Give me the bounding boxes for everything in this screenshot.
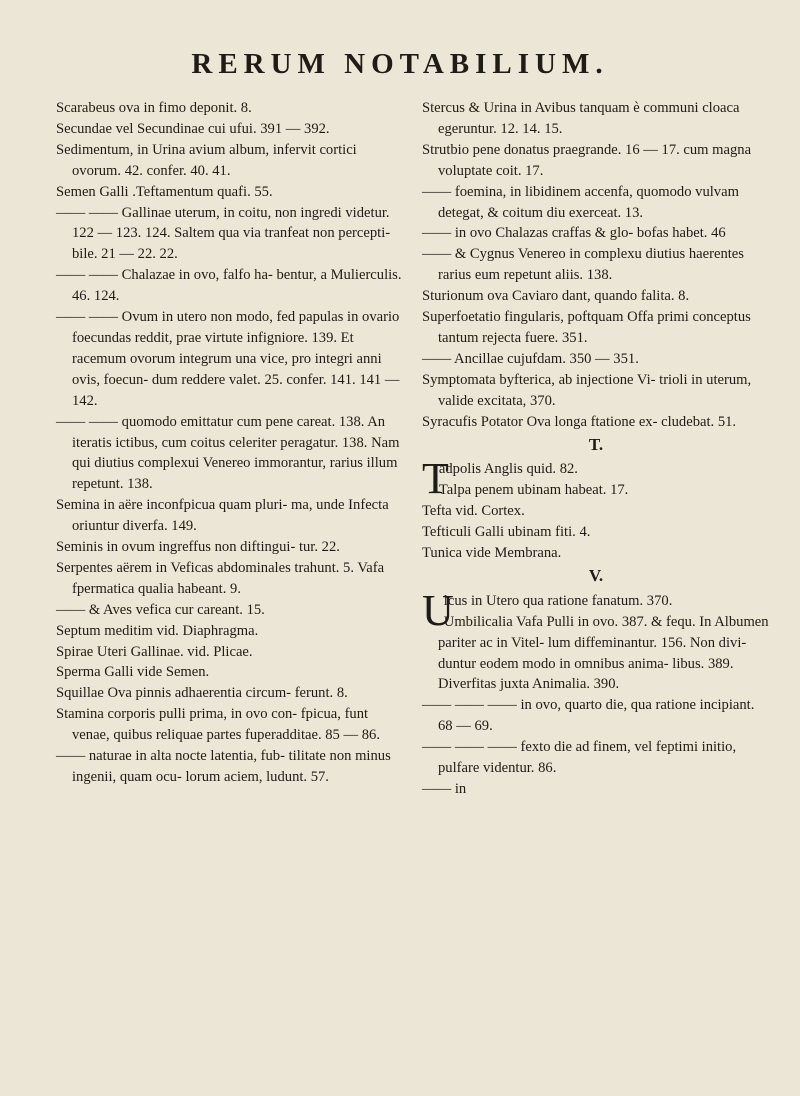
index-entry: —— naturae in alta nocte latentia, fub- tilitate non minus ingenii, quam ocu- lorum aciem, ludunt. 57.: [56, 748, 391, 785]
index-entry: Semina in aëre inconfpicua quam pluri- ma, unde Infecta oriuntur diverfa. 149.: [56, 497, 389, 535]
index-entry: Tefticuli Galli ubinam fiti. 4.: [422, 524, 591, 541]
index-entry: Seminis in ovum ingreffus non diftingui- tur. 22.: [56, 539, 340, 556]
index-entry: Symptomata byfterica, ab injectione Vi- trioli in uterum, valide excitata, 370.: [422, 371, 752, 409]
index-entry: Tefta vid. Cortex.: [422, 503, 525, 520]
section-letter-v: V.: [588, 565, 604, 585]
index-entry: Squillae Ova pinnis adhaerentia circum- ferunt. 8.: [56, 685, 348, 702]
index-entry: —— foemina, in libidinem accenfa, quomodo vulvam detegat, & coitum diu exerceat. 13.: [422, 183, 739, 221]
index-entry: Sedimentum, in Urina avium album, infervit cortici ovorum. 42. confer. 40. 41.: [56, 141, 357, 179]
index-entry: Serpentes aërem in Veficas abdominales trahunt. 5. Vafa fpermatica qualia habeant. 9.: [56, 559, 385, 597]
page-title: RERUM NOTABILIUM.: [191, 48, 609, 80]
index-entry: —— in ovo Chalazas craffas & glo- bofas habet. 46: [422, 225, 726, 242]
dropcap-v: U: [422, 585, 454, 635]
index-entry: —— Ancillae cujufdam. 350 — 351.: [422, 350, 639, 367]
index-entry: Scarabeus ova in fimo deponit. 8.: [56, 100, 252, 116]
index-entry: Stamina corporis pulli prima, in ovo con- fpicua, funt venae, quibus reliquae partes fuperadditae. 85 — 86.: [56, 706, 380, 744]
index-entry: —— —— Chalazae in ovo, falfo ha- bentur, a Mulierculis. 46. 124.: [56, 267, 402, 305]
dropcap-t: T: [422, 454, 449, 504]
index-entry: Stercus & Urina in Avibus tanquam è communi cloaca egeruntur. 12. 14. 15.: [422, 100, 740, 137]
index-entry: Septum meditim vid. Diaphragma.: [56, 622, 259, 639]
index-entry: —— & Cygnus Venereo in complexu diutius haerentes rarius eum repetunt aliis. 138.: [422, 246, 744, 284]
index-entry: —— & Aves vefica cur careant. 15.: [56, 601, 265, 618]
section-t: [422, 454, 770, 564]
section-v: [422, 585, 770, 800]
index-entry: —— —— Gallinae uterum, in coitu, non ingredi videtur. 122 — 123. 124. Saltem qua via tranfeat non percepti- bile. 21 — 22. 22.: [56, 204, 391, 263]
index-entry: Strutbio pene donatus praegrande. 16 — 17. cum magna voluptate coit. 17.: [422, 141, 752, 179]
index-entry: adpolis Anglis quid. 82.: [438, 461, 578, 478]
index-entry: —— in: [422, 781, 467, 797]
index-entry: Secundae vel Secundinae cui ufui. 391 — 392.: [56, 120, 330, 137]
index-entry: —— —— —— fexto die ad finem, vel feptimi initio, pulfare videntur. 86.: [422, 739, 737, 777]
index-entry: Syracufis Potator Ova longa ftatione ex- cludebat. 51.: [422, 413, 737, 430]
index-entry: —— —— —— in ovo, quarto die, qua ratione incipiant. 68 — 69.: [422, 697, 755, 735]
index-entry: Superfoetatio fingularis, poftquam Offa primi conceptus tantum rejecta fuere. 351.: [422, 309, 751, 346]
section-letter-t: T.: [588, 434, 604, 454]
index-entry: —— —— Ovum in utero non modo, fed papulas in ovario foecundas reddit, prae virtute infigniore. 139. Et racemum ovorum integrum una vice, pro integri anni ovis, foecun- dum reddere valet. 25. confer. 141. 141 — 142.: [56, 309, 400, 409]
index-entry: Talpa penem ubinam habeat. 17.: [438, 482, 629, 499]
left-column: [56, 98, 406, 788]
index-entry: Sperma Galli vide Semen.: [56, 664, 210, 681]
index-entry: Semen Galli .Teftamentum quafi. 55.: [56, 183, 273, 200]
index-entry: Spirae Uteri Gallinae. vid. Plicae.: [56, 643, 253, 660]
index-entry: lcus in Utero qua ratione fanatum. 370.: [443, 592, 673, 609]
index-entry: Tunica vide Membrana.: [422, 545, 562, 562]
right-column: [422, 98, 770, 800]
index-entry: Sturionum ova Caviaro dant, quando falita. 8.: [422, 288, 690, 305]
index-entry: Umbilicalia Vafa Pulli in ovo. 387. & fequ. In Albumen pariter ac in Vitel- lum diffeminantur. 156. Non divi- duntur eodem modo in omnibus anima- libus. 389. Diverfitas juxta Animalia. 390.: [438, 613, 769, 693]
index-entry: —— —— quomodo emittatur cum pene careat. 138. An iteratis ictibus, cum coitus celeriter peragatur. 138. Nam qui diutius complexui Venereo immorantur, rarius illum repetunt. 138.: [56, 413, 400, 493]
